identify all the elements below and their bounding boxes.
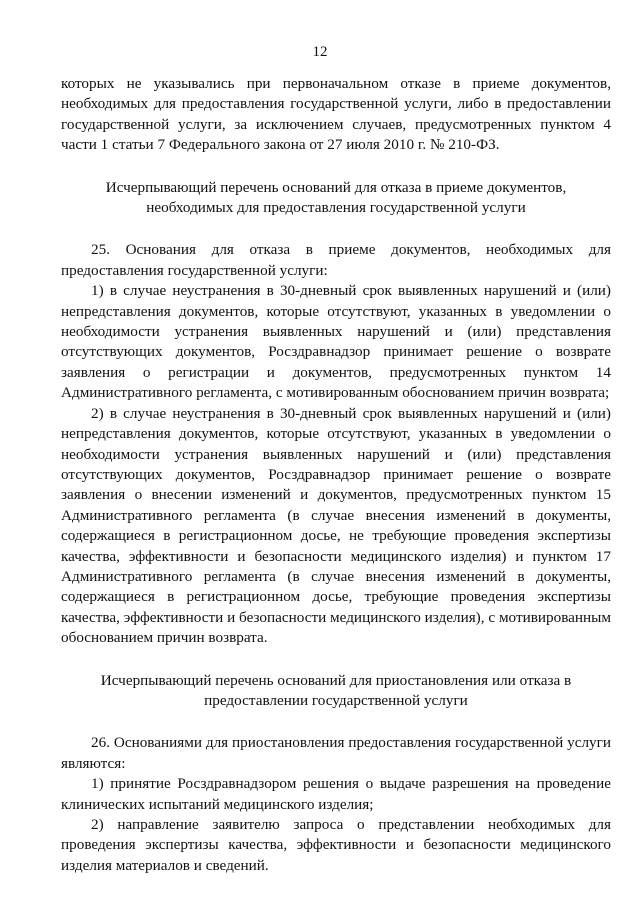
clause-26-lead: 26. Основаниями для приостановления предоставления государственной услуги являются: bbox=[61, 734, 611, 772]
clause-26-item-1: 1) принятие Росздравнадзором решения о выдаче разрешения на проведение клинических испытаний медицинского изделия; bbox=[61, 775, 611, 813]
document-body bbox=[61, 74, 611, 876]
section-heading-suspension-refusal: Исчерпывающий перечень оснований для приостановления или отказа в предоставлении государственной услуги bbox=[100, 671, 572, 709]
page-number: 12 bbox=[312, 44, 328, 60]
intro-paragraph: которых не указывались при первоначальном отказе в приеме документов, необходимых для предоставления государственной услуги, либо в предоставлении государственной услуги, за исключением случаев, предусмотренных пунктом 4 части 1 статьи 7 Федерального закона от 27 июля 2010 г. № 210-ФЗ. bbox=[61, 75, 611, 154]
clause-25-lead: 25. Основания для отказа в приеме документов, необходимых для предоставления государственной услуги: bbox=[61, 241, 611, 279]
section-heading-refusal-acceptance: Исчерпывающий перечень оснований для отказа в приеме документов, необходимых для предоставления государственной услуги bbox=[105, 178, 567, 217]
clause-25-item-1: 1) в случае неустранения в 30-дневный срок выявленных нарушений и (или) непредставления документов, которые отсутствуют, указанных в уведомлении о необходимости устранения выявленных нарушений и (или) представления отсутствующих документов, Росздравнадзор принимает решение о возврате заявления о регистрации и документов, предусмотренных пунктом 14 Административного регламента, с мотивированным обоснованием причин возврата; bbox=[61, 282, 611, 402]
clause-25-item-2: 2) в случае неустранения в 30-дневный срок выявленных нарушений и (или) непредставления документов, которые отсутствуют, указанных в уведомлении о необходимости устранения выявленных нарушений и (или) представления отсутствующих документов, Росздравнадзор принимает решение о возврате заявления о внесении изменений и документов, предусмотренных пунктом 15 Административного регламента (в случае внесения изменений в документы, содержащиеся в регистрационном досье, не требующие проведения экспертизы качества, эффективности и безопасности медицинского изделия) и пунктом 17 Административного регламента (в случае внесения изменений в документы, содержащиеся в регистрационном досье, требующие проведения экспертизы качества, эффективности и безопасности медицинского изделия), с мотивированным обоснованием причин возврата. bbox=[61, 404, 611, 647]
clause-26-item-2: 2) направление заявителю запроса о представлении необходимых для проведения экспертизы качества, эффективности и безопасности медицинского изделия материалов и сведений. bbox=[61, 816, 611, 874]
